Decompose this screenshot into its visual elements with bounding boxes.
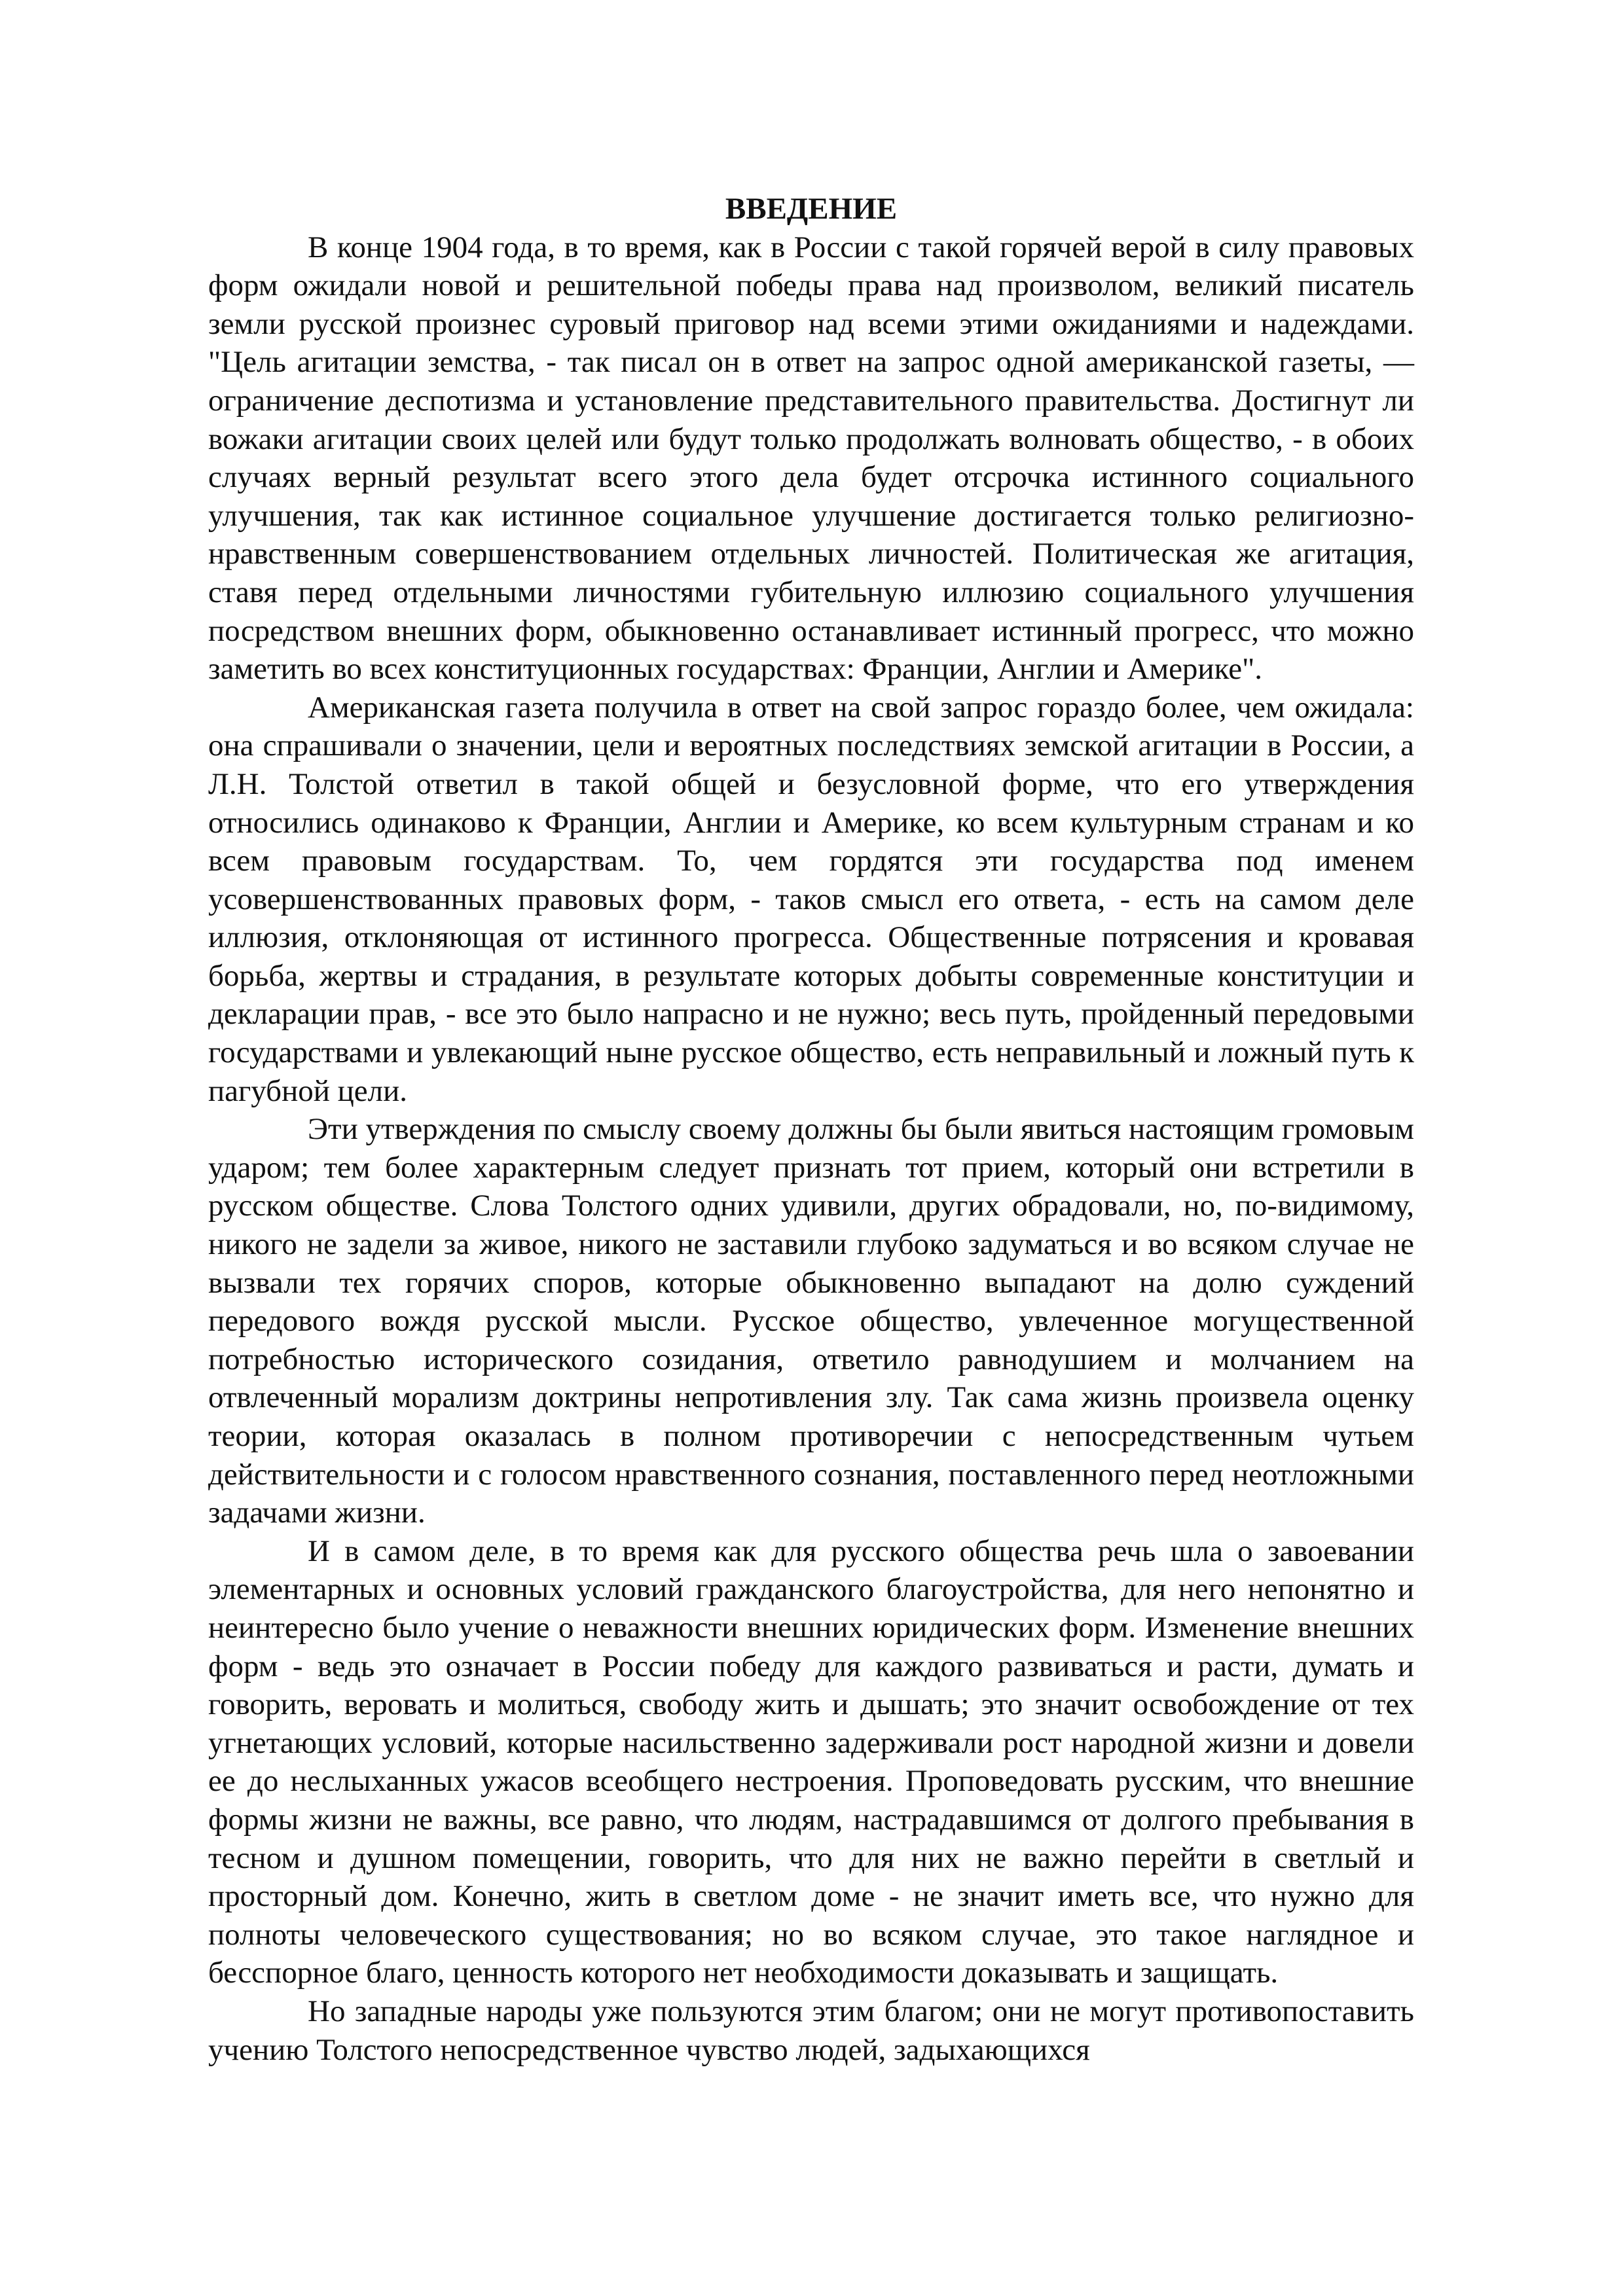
paragraph: Эти утверждения по смыслу своему должны бы были явиться настоящим громовым ударом; тем более характерным следует признать тот прием, который они встретили в русском обществе. Слова Толстого одних удивили, других обрадовали, но, по-видимому, никого не задели за живое, никого не заставили глубоко задуматься и во всяком случае не вызвали тех горячих споров, которые обыкновенно выпадают на долю суждений передового вождя русской мысли. Русское общество, увлеченное могущественной потребностью исторического созидания, ответило равнодушием и молчанием на отвлеченный морализм доктрины непротивления злу. Так сама жизнь произвела оценку теории, которая оказалась в полном противоречии с непосредственным чутьем действительности и с голосом нравственного сознания, поставленного перед неотложными задачами жизни.	[208, 1112, 1414, 1530]
paragraph: В конце 1904 года, в то время, как в России с такой горячей верой в силу правовых форм ожидали новой и решительной победы права над произволом, великий писатель земли русской произнес суровый приговор над всеми этими ожиданиями и надеждами. "Цель агитации земства, - так писал он в ответ на запрос одной американской газеты, — ограничение деспотизма и установление представительного правительства. Достигнут ли вожаки агитации своих целей или будут только продолжать волновать общество, - в обоих случаях верный результат всего этого дела будет отсрочка истинного социального улучшения, так как истинное социальное улучшение достигается только религиозно-нравственным совершенствованием отдельных личностей. Политическая же агитация, ставя перед отдельными личностями губительную иллюзию социального улучшения посредством внешних форм, обыкновенно останавливает истинный прогресс, что можно заметить во всех конституционных государствах: Франции, Англии и Америке".	[208, 230, 1414, 687]
paragraph: И в самом деле, в то время как для русского общества речь шла о завоевании элементарных и основных условий гражданского благоустройства, для него непонятно и неинтересно было учение о неважности внешних юридических форм. Изменение внешних форм - ведь это означает в России победу для каждого развиваться и расти, думать и говорить, веровать и молиться, свободу жить и дышать; это значит освобождение от тех угнетающих условий, которые насильственно задерживали рост народной жизни и довели ее до неслыханных ужасов всеобщего нестроения. Проповедовать русским, что внешние формы жизни не важны, все равно, что людям, настрадавшимся от долгого пребывания в тесном и душном помещении, говорить, что для них не важно перейти в светлый и просторный дом. Конечно, жить в светлом доме - не значит иметь все, что нужно для полноты человеческого существования; но во всяком случае, это такое наглядное и бесспорное благо, ценность которого нет необходимости доказывать и защищать.	[208, 1534, 1414, 1990]
document-body	[208, 190, 1414, 2069]
paragraph: Американская газета получила в ответ на свой запрос гораздо более, чем ожидала: она спрашивали о значении, цели и вероятных последствиях земской агитации в России, а Л.Н. Толстой ответил в такой общей и безусловной форме, что его утверждения относились одинаково к Франции, Англии и Америке, ко всем культурным странам и ко всем правовым государствам. То, чем гордятся эти государства под именем усовершенствованных правовых форм, - таков смысл его ответа, - есть на самом деле иллюзия, отклоняющая от истинного прогресса. Общественные потрясения и кровавая борьба, жертвы и страдания, в результате которых добыты современные конституции и декларации прав, - все это было напрасно и не нужно; весь путь, пройденный передовыми государствами и увлекающий ныне русское общество, есть неправильный и ложный путь к пагубной цели.	[208, 690, 1414, 1108]
page-title: ВВЕДЕНИЕ	[725, 192, 898, 226]
paragraph: Но западные народы уже пользуются этим благом; они не могут противопоставить учению Толстого непосредственное чувство людей, задыхающихся	[208, 1994, 1414, 2067]
